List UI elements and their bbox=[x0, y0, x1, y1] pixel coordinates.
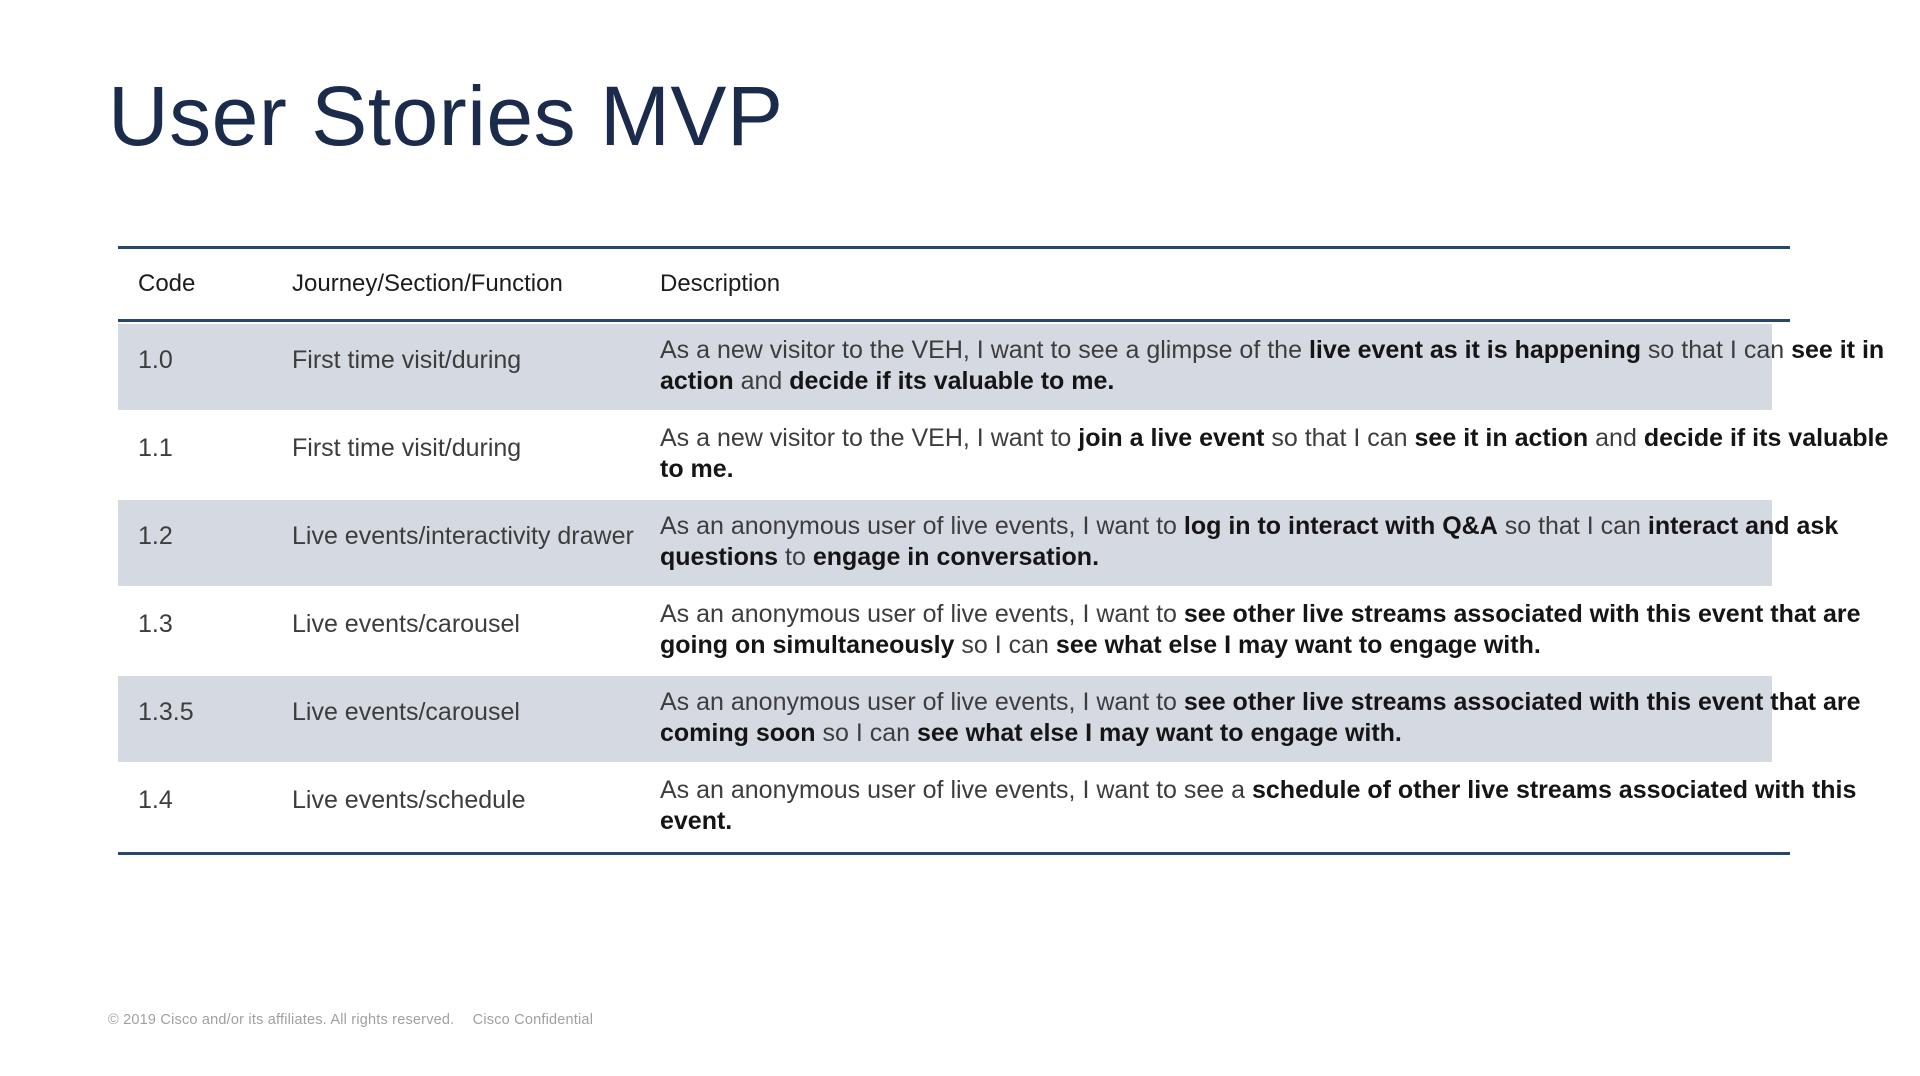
row-description: As a new visitor to the VEH, I want to join a live event so that I can see it in action and decide if its valuable to me. bbox=[660, 424, 1889, 483]
table-row bbox=[118, 676, 1861, 762]
row-function: First time visit/during bbox=[292, 434, 522, 462]
header-code: Code bbox=[138, 270, 196, 297]
table-bottom-rule bbox=[118, 852, 1790, 855]
row-code: 1.1 bbox=[138, 434, 173, 462]
slide-footer bbox=[108, 1012, 607, 1028]
row-code: 1.2 bbox=[138, 522, 173, 550]
table-row bbox=[118, 412, 1889, 498]
row-description: As an anonymous user of live events, I want to log in to interact with Q&A so that I can interact and ask questions to engage in conversation. bbox=[660, 512, 1839, 571]
row-code: 1.3.5 bbox=[138, 698, 194, 726]
row-description: As an anonymous user of live events, I want to see other live streams associated with this event that are coming soon so I can see what else I may want to engage with. bbox=[660, 688, 1861, 747]
copyright-text: © 2019 Cisco and/or its affiliates. All rights reserved. bbox=[108, 1012, 455, 1028]
row-description: As an anonymous user of live events, I want to see other live streams associated with this event that are going on simultaneously so I can see what else I may want to engage with. bbox=[660, 600, 1861, 659]
table-header-row bbox=[118, 249, 1790, 322]
user-stories-table bbox=[118, 246, 1889, 855]
table-row bbox=[118, 324, 1885, 410]
row-code: 1.3 bbox=[138, 610, 173, 638]
row-function: Live events/carousel bbox=[292, 698, 520, 726]
table-row bbox=[118, 500, 1839, 586]
page-title: User Stories MVP bbox=[108, 69, 784, 163]
header-journey-section-function: Journey/Section/Function bbox=[292, 270, 563, 297]
table-row bbox=[118, 764, 1857, 850]
row-function: Live events/interactivity drawer bbox=[292, 522, 634, 550]
header-description: Description bbox=[660, 270, 781, 297]
row-description: As an anonymous user of live events, I want to see a schedule of other live streams associated with this event. bbox=[660, 776, 1857, 835]
row-function: First time visit/during bbox=[292, 346, 522, 374]
row-function: Live events/schedule bbox=[292, 786, 526, 814]
table-body bbox=[118, 322, 1889, 850]
row-code: 1.0 bbox=[138, 346, 173, 374]
row-description: As a new visitor to the VEH, I want to see a glimpse of the live event as it is happening so that I can see it in action and decide if its valuable to me. bbox=[660, 336, 1885, 395]
row-function: Live events/carousel bbox=[292, 610, 520, 638]
confidential-label: Cisco Confidential bbox=[472, 1012, 594, 1028]
row-code: 1.4 bbox=[138, 786, 173, 814]
table-row bbox=[118, 588, 1861, 674]
